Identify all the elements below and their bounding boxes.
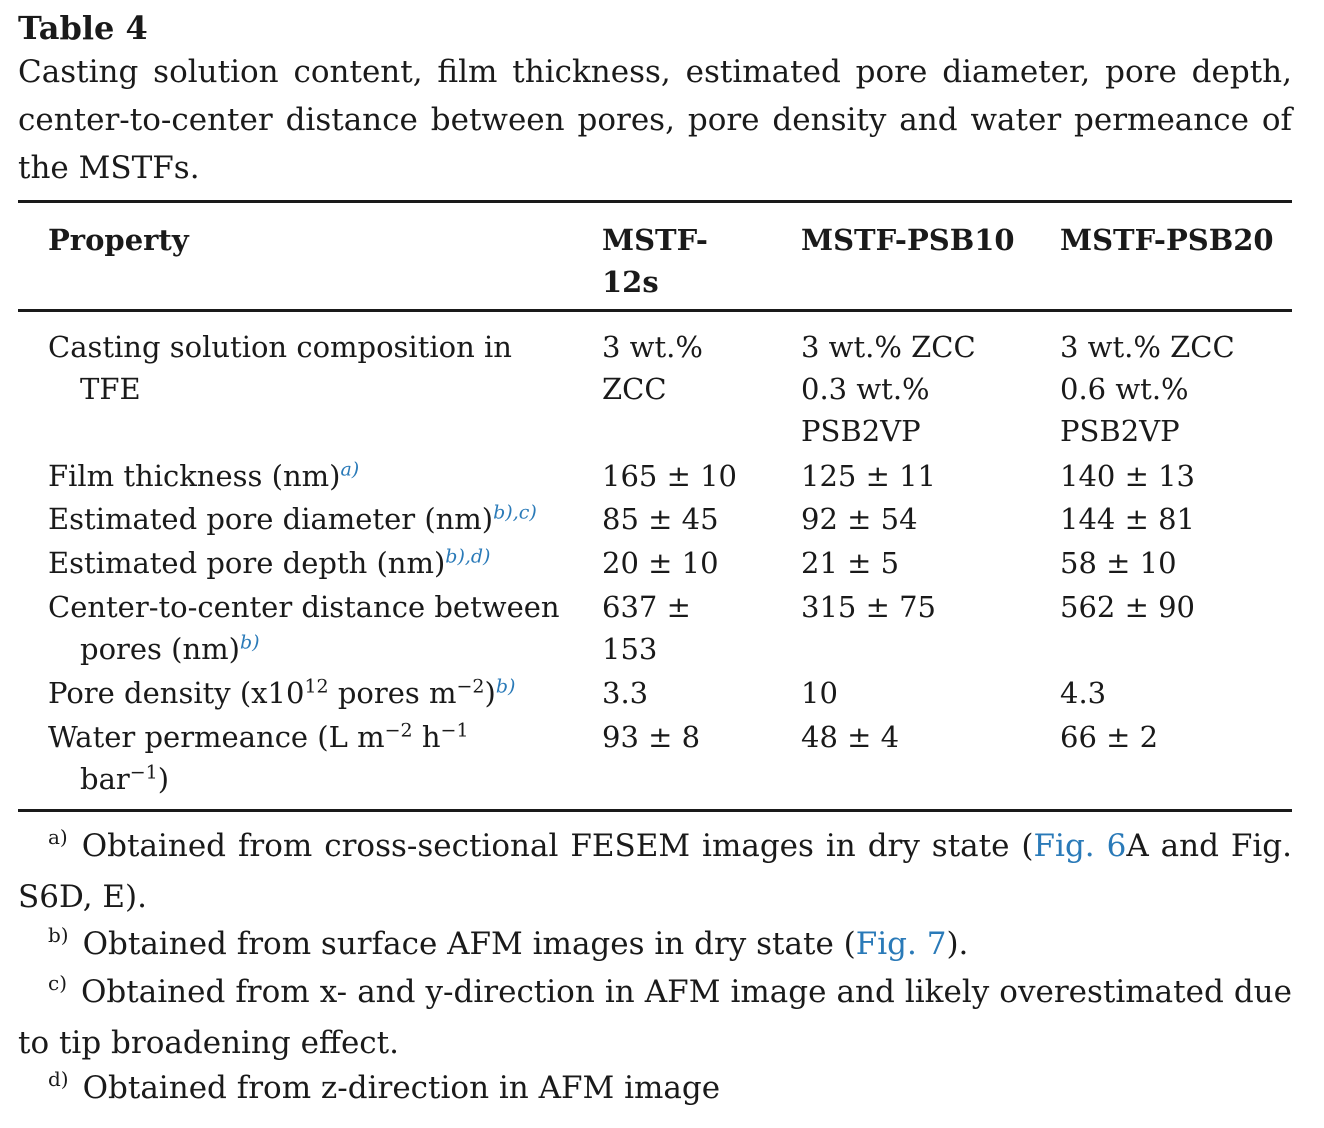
row-distance-label-line2-text: pores (nm)	[80, 632, 240, 666]
header-property: Property	[48, 223, 189, 257]
table-caption: Casting solution content, film thickness, estimated pore diameter, pore depth, center-to-center distance between pores, pore density and water permeance of the MSTFs.	[18, 54, 1292, 186]
row-thickness-mstf-psb10: 125 ± 11	[801, 459, 936, 493]
row-density-sup1: 12	[304, 675, 329, 698]
row-depth-label	[48, 542, 490, 584]
row-diameter-label	[48, 498, 537, 540]
row-thickness-mstf-12s: 165 ± 10	[602, 459, 737, 493]
row-distance-label-line1: Center-to-center distance between	[48, 590, 560, 624]
row-diameter-mstf-psb10: 92 ± 54	[801, 502, 918, 536]
row-casting-label-line1: Casting solution composition in	[48, 330, 512, 364]
row-permeance-label	[48, 716, 469, 800]
row-permeance-text-d: )	[157, 762, 170, 796]
row-permeance-label-line1	[48, 716, 469, 758]
footnote-a-text-pre: Obtained from cross-sectional FESEM images in dry state (	[81, 828, 1034, 864]
footnote-ref-a[interactable]: a)	[340, 458, 360, 481]
footnote-b	[18, 920, 1292, 971]
footnote-c	[18, 968, 1292, 1067]
row-casting-psb10-line2: 0.3 wt.%	[801, 372, 930, 406]
row-casting-psb20-line2: 0.6 wt.%	[1060, 372, 1189, 406]
row-density-mstf-12s: 3.3	[602, 676, 649, 710]
row-density-text-a: Pore density (x10	[48, 676, 305, 710]
row-density-sup2: −2	[456, 675, 485, 698]
table-body	[18, 312, 1292, 809]
bottom-rule	[18, 809, 1292, 812]
row-thickness-text: Film thickness (nm)	[48, 459, 341, 493]
row-distance-label	[48, 586, 560, 670]
table-label: Table 4	[18, 9, 148, 47]
row-distance-mstf-12s-line1: 637 ±	[602, 590, 691, 624]
footnote-ref-bd[interactable]: b),d)	[445, 545, 491, 568]
footnote-c-text: Obtained from x- and y-direction in AFM image and likely overestimated due to tip broadening effect.	[18, 974, 1292, 1061]
header-mstf-12s-line1: MSTF-	[602, 223, 708, 257]
footnote-b-text-post: ).	[946, 926, 969, 962]
footnote-a-text-mid: A and Fig. S6D, E).	[18, 828, 1293, 915]
table-header	[18, 203, 1292, 309]
row-casting-mstf-psb10	[801, 326, 976, 452]
footnote-a-mark: a)	[48, 825, 68, 849]
row-distance-label-line2	[48, 628, 560, 670]
row-distance-mstf-12s	[602, 586, 691, 670]
row-diameter-mstf-12s: 85 ± 45	[602, 502, 719, 536]
row-casting-psb20-line3: PSB2VP	[1060, 414, 1180, 448]
row-casting-psb10-line3: PSB2VP	[801, 414, 921, 448]
row-permeance-mstf-psb10: 48 ± 4	[801, 720, 900, 754]
footnote-b-fig-link[interactable]: Fig. 7	[855, 926, 947, 962]
row-permeance-text-a: Water permeance (L m	[48, 720, 385, 754]
row-permeance-sup2: −1	[440, 719, 469, 742]
row-thickness-mstf-psb20: 140 ± 13	[1060, 459, 1195, 493]
row-depth-text: Estimated pore depth (nm)	[48, 546, 446, 580]
header-mstf-psb20: MSTF-PSB20	[1060, 223, 1274, 257]
row-permeance-text-c: bar	[80, 762, 130, 796]
row-density-label	[48, 672, 515, 714]
row-casting-psb10-line1: 3 wt.% ZCC	[801, 330, 976, 364]
row-permeance-mstf-psb20: 66 ± 2	[1060, 720, 1159, 754]
row-casting-mstf-12s-line1: 3 wt.%	[602, 330, 703, 364]
row-density-mstf-psb10: 10	[801, 676, 838, 710]
header-mstf-psb10: MSTF-PSB10	[801, 223, 1015, 257]
header-mstf-12s	[602, 219, 708, 303]
header-mstf-12s-line2: 12s	[602, 265, 659, 299]
row-distance-mstf-12s-line2: 153	[602, 632, 658, 666]
row-casting-mstf-12s-line2: ZCC	[602, 372, 667, 406]
footnote-a	[18, 822, 1292, 921]
footnote-d-text: Obtained from z-direction in AFM image	[82, 1070, 721, 1106]
footnote-ref-b-density[interactable]: b)	[495, 675, 516, 698]
footnote-d	[18, 1064, 1292, 1115]
row-permeance-mstf-12s: 93 ± 8	[602, 720, 701, 754]
row-casting-label-line2: TFE	[80, 372, 141, 406]
row-permeance-sup1: −2	[384, 719, 413, 742]
row-density-text-b: pores m	[328, 676, 457, 710]
row-density-text-c: )	[484, 676, 496, 710]
row-permeance-label-line2	[48, 758, 469, 800]
footnote-d-mark: d)	[48, 1067, 69, 1091]
row-casting-label	[48, 326, 512, 410]
row-depth-mstf-psb20: 58 ± 10	[1060, 546, 1177, 580]
row-casting-psb20-line1: 3 wt.% ZCC	[1060, 330, 1235, 364]
row-density-mstf-psb20: 4.3	[1060, 676, 1107, 710]
footnote-c-mark: c)	[48, 971, 68, 995]
row-diameter-mstf-psb20: 144 ± 81	[1060, 502, 1195, 536]
row-distance-mstf-psb10: 315 ± 75	[801, 590, 936, 624]
footnote-b-mark: b)	[48, 923, 69, 947]
row-permeance-sup3: −1	[129, 761, 158, 784]
row-casting-mstf-psb20	[1060, 326, 1235, 452]
row-thickness-label	[48, 455, 359, 497]
row-distance-mstf-psb20: 562 ± 90	[1060, 590, 1195, 624]
row-diameter-text: Estimated pore diameter (nm)	[48, 502, 494, 536]
row-casting-mstf-12s	[602, 326, 703, 410]
row-depth-mstf-12s: 20 ± 10	[602, 546, 719, 580]
footnote-ref-b[interactable]: b)	[239, 631, 260, 654]
footnote-a-fig-link[interactable]: Fig. 6	[1033, 828, 1127, 864]
row-depth-mstf-psb10: 21 ± 5	[801, 546, 900, 580]
table-page	[18, 0, 1293, 1106]
footnote-b-text-pre: Obtained from surface AFM images in dry state (	[82, 926, 856, 962]
row-permeance-text-b: h	[412, 720, 441, 754]
footnote-ref-bc[interactable]: b),c)	[493, 501, 537, 524]
